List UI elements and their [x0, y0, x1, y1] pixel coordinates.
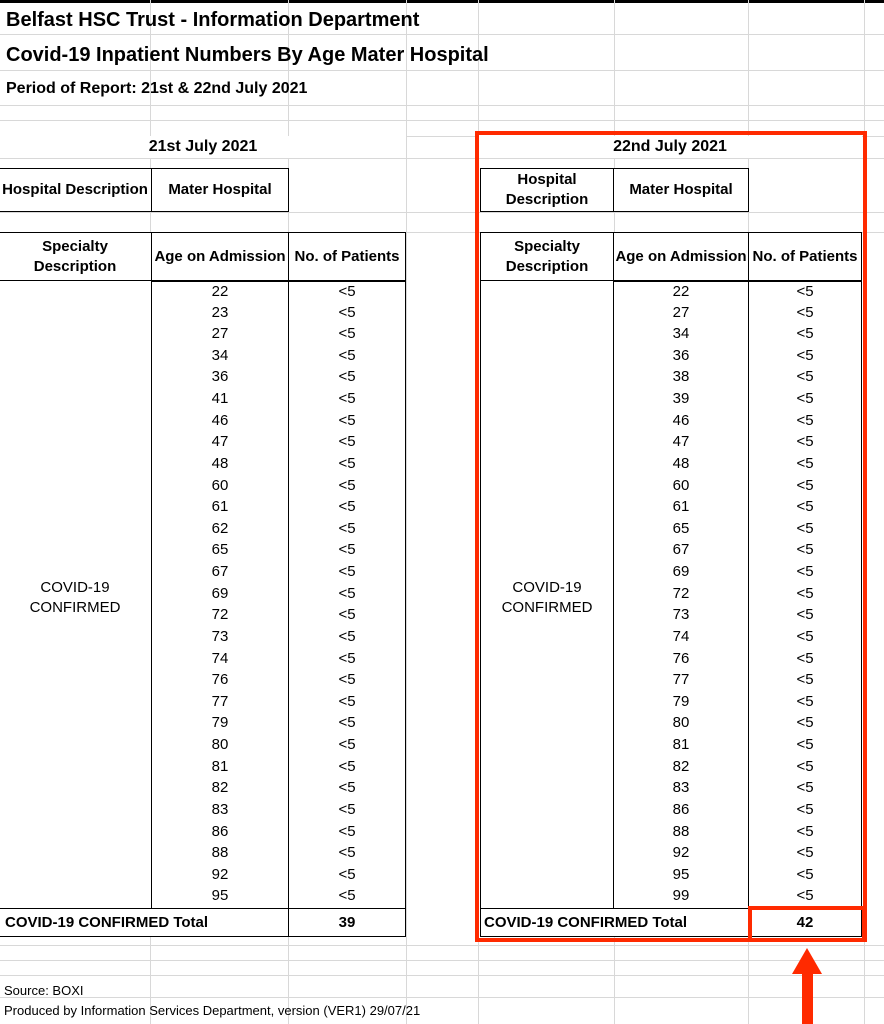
patients-cell: <5: [748, 886, 862, 909]
age-cell: 48: [613, 454, 749, 477]
patients-cell: <5: [748, 540, 862, 563]
patients-cell: <5: [288, 562, 406, 585]
patients-cell: <5: [288, 324, 406, 347]
age-cell: 76: [613, 649, 749, 672]
patients-cell: <5: [748, 735, 862, 758]
total-label: [0, 908, 289, 937]
age-header: Age on Admission: [613, 232, 749, 281]
age-cell: 74: [151, 649, 289, 672]
specialty-name: COVID-19 CONFIRMED: [29, 578, 121, 616]
age-cell: 61: [151, 497, 289, 520]
age-cell: 88: [613, 822, 749, 845]
age-cell: 23: [151, 303, 289, 326]
patients-cell: <5: [748, 584, 862, 607]
gridline-horizontal: [0, 960, 884, 961]
age-cell: 69: [151, 584, 289, 607]
report-period: Period of Report: 21st & 22nd July 2021: [6, 80, 308, 97]
age-cell: 48: [151, 454, 289, 477]
patients-cell: <5: [288, 411, 406, 434]
age-cell: 39: [613, 389, 749, 412]
age-cell: 38: [613, 367, 749, 390]
patients-cell: <5: [748, 346, 862, 369]
patients-cell: <5: [748, 627, 862, 650]
age-cell: 77: [613, 670, 749, 693]
patients-cell: <5: [288, 822, 406, 845]
patients-cell: <5: [288, 432, 406, 455]
age-cell: 88: [151, 843, 289, 866]
total-value: 39: [288, 908, 406, 937]
highlight-box-table: [475, 131, 867, 942]
arrow-shaft: [802, 972, 813, 1024]
age-cell: 73: [151, 627, 289, 650]
age-cell: 22: [151, 281, 289, 304]
age-cell: 86: [151, 822, 289, 845]
org-title: Belfast HSC Trust - Information Department: [6, 9, 420, 31]
patients-cell: <5: [748, 757, 862, 780]
patients-cell: <5: [748, 562, 862, 585]
patients-cell: <5: [288, 519, 406, 542]
patients-cell: <5: [288, 865, 406, 888]
gridline-horizontal: [0, 120, 884, 121]
patients-cell: <5: [288, 389, 406, 412]
hospital-name: Mater Hospital: [613, 168, 749, 212]
age-cell: 79: [613, 692, 749, 715]
age-cell: 62: [151, 519, 289, 542]
patients-cell: <5: [288, 281, 406, 304]
patients-cell: <5: [748, 454, 862, 477]
patients-cell: <5: [288, 605, 406, 628]
hospital-name: Mater Hospital: [151, 168, 289, 212]
age-cell: 47: [151, 432, 289, 455]
age-cell: 79: [151, 713, 289, 736]
age-cell: 69: [613, 562, 749, 585]
patients-cell: <5: [748, 822, 862, 845]
patients-header: No. of Patients: [288, 232, 406, 281]
patients-cell: <5: [288, 303, 406, 326]
patients-cell: <5: [288, 649, 406, 672]
patients-cell: <5: [288, 713, 406, 736]
specialty-header: Specialty Description: [0, 232, 152, 281]
age-header: Age on Admission: [151, 232, 289, 281]
patients-cell: <5: [748, 800, 862, 823]
age-cell: 92: [613, 843, 749, 866]
patients-cell: <5: [748, 670, 862, 693]
patients-cell: <5: [748, 778, 862, 801]
patients-cell: <5: [748, 411, 862, 434]
age-cell: 67: [613, 540, 749, 563]
patients-cell: <5: [288, 692, 406, 715]
age-cell: 80: [613, 713, 749, 736]
patients-cell: <5: [748, 605, 862, 628]
source-note: Source: BOXI: [4, 983, 84, 998]
patients-cell: <5: [748, 692, 862, 715]
patients-cell: <5: [748, 497, 862, 520]
patients-cell: <5: [748, 713, 862, 736]
age-cell: 99: [613, 886, 749, 909]
gridline-horizontal: [0, 105, 884, 106]
age-cell: 72: [151, 605, 289, 628]
total-label-text: COVID-19 CONFIRMED Total: [484, 913, 688, 931]
patients-cell: <5: [288, 627, 406, 650]
age-cell: 81: [151, 757, 289, 780]
gridline-horizontal: [0, 34, 884, 35]
gridline-horizontal: [0, 70, 884, 71]
age-cell: 36: [151, 367, 289, 390]
age-cell: 60: [613, 476, 749, 499]
top-border: [0, 0, 884, 3]
patients-cell: <5: [288, 346, 406, 369]
specialty-name: COVID-19 CONFIRMED: [501, 578, 593, 616]
produced-by-note: Produced by Information Services Department, version (VER1) 29/07/21: [4, 1003, 421, 1018]
total-label-text: COVID-19 CONFIRMED Total: [5, 913, 209, 931]
age-cell: 83: [151, 800, 289, 823]
age-cell: 82: [151, 778, 289, 801]
age-cell: 36: [613, 346, 749, 369]
patients-cell: <5: [288, 800, 406, 823]
patients-cell: <5: [288, 476, 406, 499]
gridline-horizontal: [0, 975, 884, 976]
age-cell: 65: [151, 540, 289, 563]
age-cell: 81: [613, 735, 749, 758]
gridline-vertical: [406, 0, 407, 1024]
age-cell: 27: [613, 303, 749, 326]
patients-cell: <5: [748, 519, 862, 542]
patients-cell: <5: [288, 735, 406, 758]
age-cell: 34: [151, 346, 289, 369]
age-cell: 46: [613, 411, 749, 434]
patients-cell: <5: [288, 757, 406, 780]
age-cell: 47: [613, 432, 749, 455]
age-cell: 65: [613, 519, 749, 542]
age-cell: 74: [613, 627, 749, 650]
hospital-description-label: Hospital Description: [480, 168, 614, 212]
hospital-description-label: Hospital Description: [0, 168, 152, 212]
patients-cell: <5: [748, 843, 862, 866]
specialty-cell: [0, 280, 152, 909]
report-title: Covid-19 Inpatient Numbers By Age Mater Hospital: [6, 44, 489, 66]
patients-cell: <5: [288, 843, 406, 866]
patients-cell: <5: [288, 778, 406, 801]
age-cell: 34: [613, 324, 749, 347]
patients-cell: <5: [288, 367, 406, 390]
age-cell: 60: [151, 476, 289, 499]
age-cell: 95: [613, 865, 749, 888]
patients-cell: <5: [748, 476, 862, 499]
age-cell: 61: [613, 497, 749, 520]
patients-cell: <5: [748, 281, 862, 304]
gridline-horizontal: [0, 997, 884, 998]
age-cell: 27: [151, 324, 289, 347]
age-cell: 83: [613, 778, 749, 801]
total-value: 42: [748, 908, 862, 937]
age-cell: 95: [151, 886, 289, 909]
patients-cell: <5: [748, 367, 862, 390]
age-cell: 41: [151, 389, 289, 412]
patients-cell: <5: [748, 649, 862, 672]
age-cell: 76: [151, 670, 289, 693]
age-cell: 73: [613, 605, 749, 628]
patients-cell: <5: [288, 497, 406, 520]
age-cell: 67: [151, 562, 289, 585]
highlight-box-total: [748, 906, 866, 942]
specialty-header: Specialty Description: [480, 232, 614, 281]
age-cell: 46: [151, 411, 289, 434]
patients-header: No. of Patients: [748, 232, 862, 281]
patients-cell: <5: [748, 432, 862, 455]
table-date-heading: 22nd July 2021: [478, 136, 862, 158]
age-cell: 86: [613, 800, 749, 823]
gridline-horizontal: [0, 945, 884, 946]
age-cell: 82: [613, 757, 749, 780]
age-cell: 80: [151, 735, 289, 758]
age-cell: 22: [613, 281, 749, 304]
patients-cell: <5: [288, 886, 406, 909]
patients-cell: <5: [748, 865, 862, 888]
age-cell: 77: [151, 692, 289, 715]
arrow-up-icon: [792, 948, 822, 974]
patients-cell: <5: [748, 303, 862, 326]
age-cell: 92: [151, 865, 289, 888]
patients-cell: <5: [748, 324, 862, 347]
age-cell: 72: [613, 584, 749, 607]
table-date-heading: 21st July 2021: [0, 136, 406, 158]
patients-cell: <5: [288, 454, 406, 477]
patients-cell: <5: [748, 389, 862, 412]
patients-cell: <5: [288, 670, 406, 693]
patients-cell: <5: [288, 540, 406, 563]
patients-cell: <5: [288, 584, 406, 607]
